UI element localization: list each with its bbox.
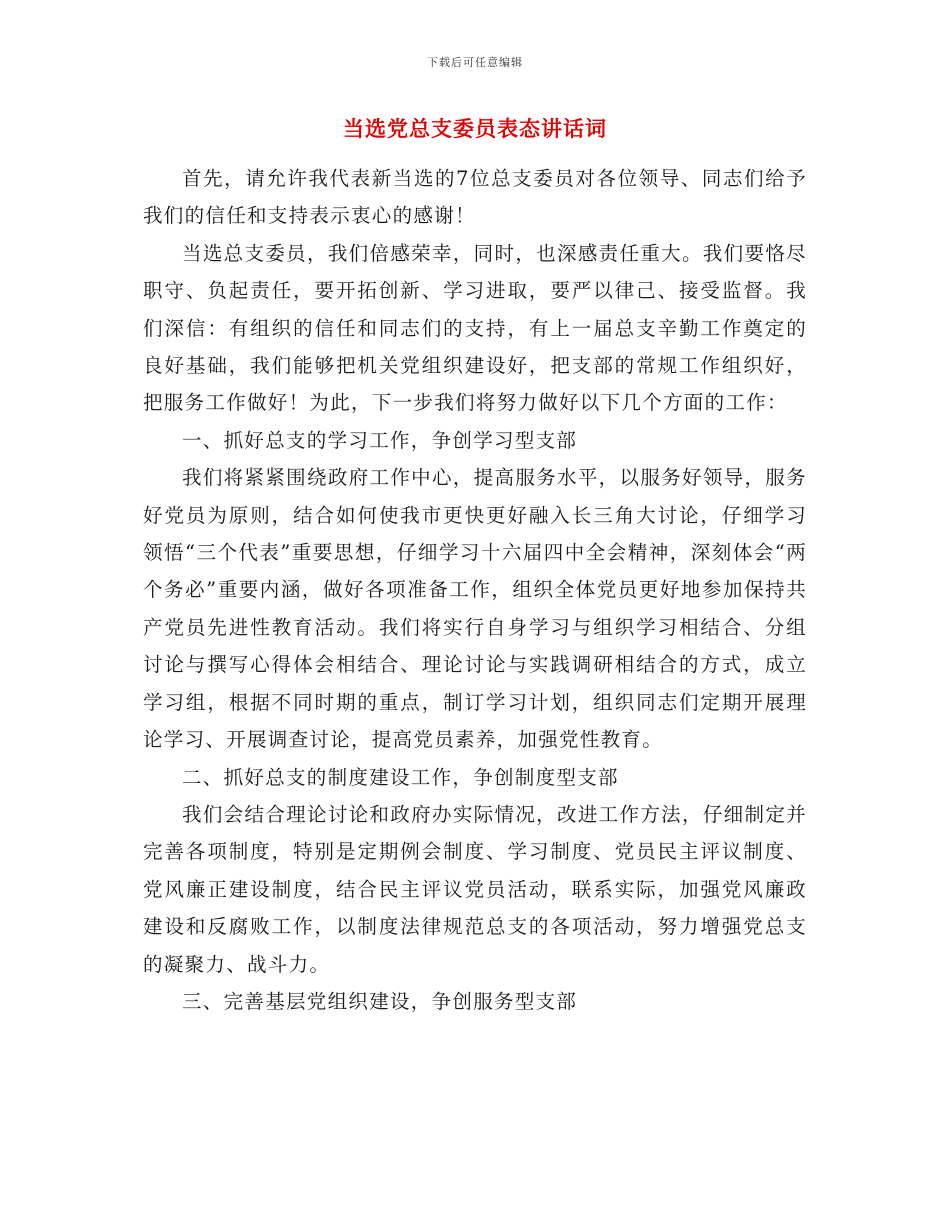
section-heading-system: 二、抓好总支的制度建设工作，争创制度型支部 — [182, 765, 619, 789]
document-body — [143, 160, 807, 1020]
paragraph-study: 我们将紧紧围绕政府工作中心，提高服务水平，以服务好领导，服务好党员为原则，结合如何使我市更快更好融入长三角大讨论，仔细学习领悟“三个代表”重要思想，仔细学习十六届四中全会精神，深刻体会“两个务必”重要内涵，做好各项准备工作，组织全体党员更好地参加保持共产党员先进性教育活动。我们将实行自身学习与组织学习相结合、分组讨论与撰写心得体会相结合、理论讨论与实践调研相结合的方式，成立学习组，根据不同时期的重点，制订学习计划，组织同志们定期开展理论学习、开展调查讨论，提高党员素养，加强党性教育。 — [143, 466, 807, 752]
section-heading-study: 一、抓好总支的学习工作，争创学习型支部 — [182, 428, 578, 452]
paragraph-thanks: 首先，请允许我代表新当选的7位总支委员对各位领导、同志们给予我们的信任和支持表示衷心的感谢！ — [143, 167, 807, 228]
paragraph-system: 我们会结合理论讨论和政府办实际情况，改进工作方法，仔细制定并完善各项制度，特别是定期例会制度、学习制度、党员民主评议制度、党风廉正建设制度，结合民主评议党员活动，联系实际，加强党风廉政建设和反腐败工作，以制度法律规范总支的各项活动，努力增强党总支的凝聚力、战斗力。 — [143, 802, 807, 976]
page-header-note: 下载后可任意编辑 — [427, 56, 523, 69]
section-heading-service: 三、完善基层党组织建设，争创服务型支部 — [182, 989, 578, 1013]
document-title: 当选党总支委员表态讲话词 — [343, 116, 607, 141]
paragraph-commitment: 当选总支委员，我们倍感荣幸，同时，也深感责任重大。我们要恪尽职守、负起责任，要开拓创新、学习进取，要严以律己、接受监督。我们深信：有组织的信任和同志们的支持，有上一届总支辛勤工作奠定的良好基础，我们能够把机关党组织建设好，把支部的常规工作组织好，把服务工作做好！为此，下一步我们将努力做好以下几个方面的工作： — [143, 241, 807, 415]
